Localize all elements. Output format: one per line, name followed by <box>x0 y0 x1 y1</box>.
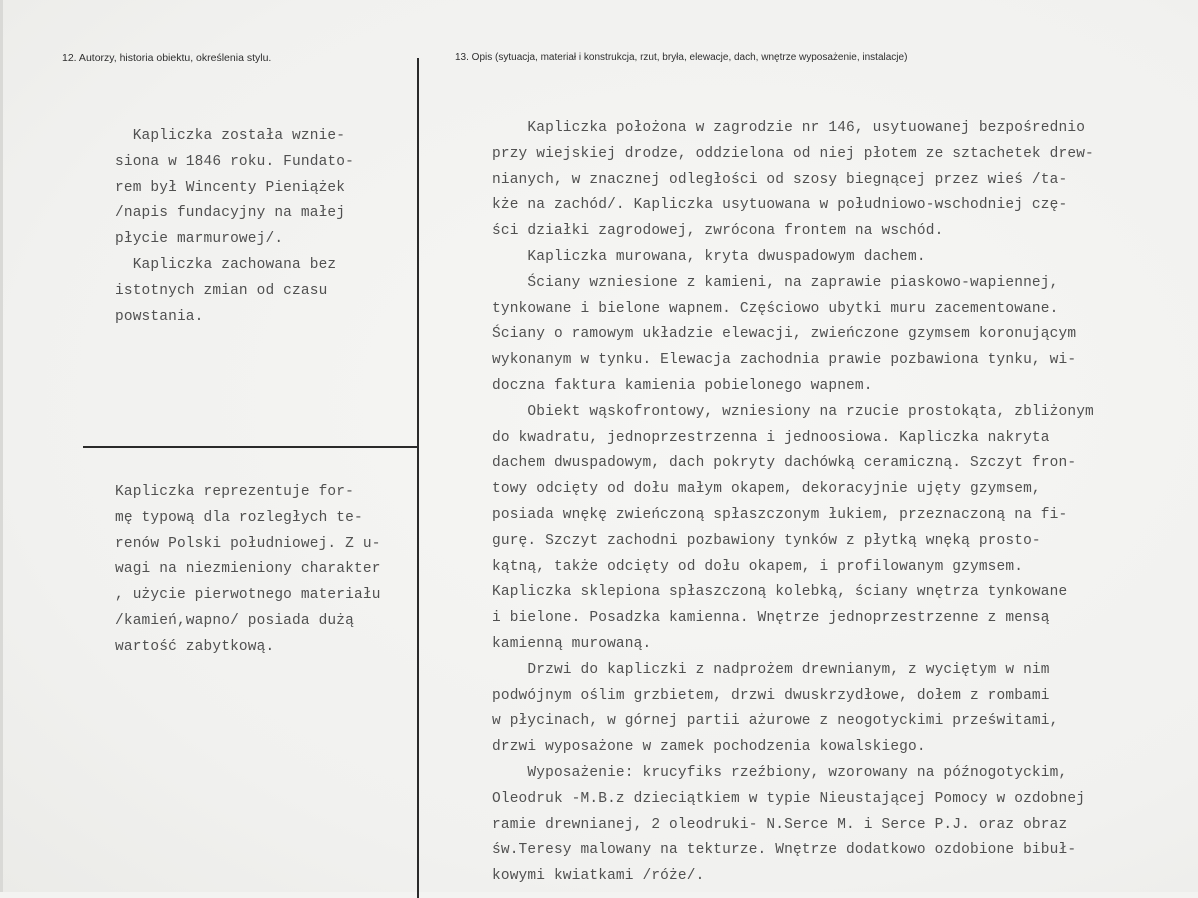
text-line: przy wiejskiej drodze, oddzielona od niej płotem ze sztachetek drew- <box>492 145 1094 162</box>
text-line: Kapliczka położona w zagrodzie nr 146, usytuowanej bezpośrednio <box>492 120 1086 136</box>
text-line: Kapliczka murowana, kryta dwuspadowym dachem. <box>492 248 926 265</box>
text-line: kamienną murowaną. <box>492 635 652 652</box>
text-line: drzwi wyposażone w zamek pochodzenia kowalskiego. <box>492 739 926 756</box>
text-line: Kapliczka reprezentuje for- <box>115 484 354 500</box>
text-line: Obiekt wąskofrontowy, wzniesiony na rzucie prostokąta, zbliżonym <box>492 403 1094 420</box>
section-13-header: 13. Opis (sytuacja, materiał i konstrukcja, rzut, bryła, elewacje, dach, wnętrze wyposażenie, instalacje) <box>455 52 908 63</box>
text-line: /napis fundacyjny na małej <box>115 205 346 222</box>
text-line: kątną, także odcięty od dołu okapem, i profilowanym gzymsem. <box>492 558 1024 575</box>
text-line: wartość zabytkową. <box>115 638 275 655</box>
horizontal-divider <box>83 446 419 448</box>
text-line: i bielone. Posadzka kamienna. Wnętrze jednoprzestrzenne z mensą <box>492 610 1050 627</box>
page-edge <box>0 0 3 892</box>
text-line: Kapliczka zachowana bez <box>115 256 337 273</box>
text-line: dachem dwuspadowym, dach pokryty dachówką ceramiczną. Szczyt fron- <box>492 455 1077 472</box>
text-line: Drzwi do kapliczki z nadprożem drewnianym, z wyciętym w nim <box>492 661 1050 678</box>
vertical-divider <box>417 58 419 898</box>
text-line: istotnych zmian od czasu <box>115 282 328 299</box>
text-line: tynkowane i bielone wapnem. Częściowo ubytki muru zacementowane. <box>492 300 1059 317</box>
text-line: wykonanym w tynku. Elewacja zachodnia prawie pozbawiona tynku, wi- <box>492 352 1077 369</box>
text-line: Kapliczka została wznie- <box>115 128 346 144</box>
text-line: płycie marmurowej/. <box>115 231 284 248</box>
text-line: podwójnym oślim grzbietem, drzwi dwuskrzydłowe, dołem z rombami <box>492 687 1050 704</box>
text-line: , użycie pierwotnego materiału <box>115 587 381 604</box>
text-line: do kwadratu, jednoprzestrzenna i jednoosiowa. Kapliczka nakryta <box>492 429 1050 446</box>
text-line: Ściany wzniesione z kamieni, na zaprawie piaskowo-wapiennej, <box>492 274 1059 291</box>
text-line: renów Polski południowej. Z u- <box>115 535 381 552</box>
text-line: mę typową dla rozległych te- <box>115 509 363 526</box>
text-line: Wyposażenie: krucyfiks rzeźbiony, wzorowany na późnogotyckim, <box>492 764 1068 781</box>
text-line: ści działki zagrodowej, zwrócona frontem na wschód. <box>492 223 944 240</box>
assessment-text <box>115 480 381 661</box>
text-line: gurę. Szczyt zachodni pozbawiony tynków z płytką wnęką prosto- <box>492 532 1041 549</box>
text-line: wagi na niezmieniony charakter <box>115 561 381 578</box>
text-line: nianych, w znacznej odległości od szosy biegnącej przez wieś /ta- <box>492 171 1068 188</box>
history-text <box>115 124 354 330</box>
text-line: /kamień,wapno/ posiada dużą <box>115 612 354 629</box>
text-line: św.Teresy malowany na tekturze. Wnętrze dodatkowo ozdobione bibuł- <box>492 842 1077 859</box>
text-line: kowymi kwiatkami /róże/. <box>492 868 705 885</box>
text-line: Kapliczka sklepiona spłaszczoną kolebką, ściany wnętrza tynkowane <box>492 584 1068 601</box>
text-line: kże na zachód/. Kapliczka usytuowana w południowo-wschodniej czę- <box>492 197 1068 214</box>
text-line: ramie drewnianej, 2 oleodruki- N.Serce M. i Serce P.J. oraz obraz <box>492 816 1068 833</box>
text-line: posiada wnękę zwieńczoną spłaszczonym łukiem, przeznaczoną na fi- <box>492 506 1068 523</box>
text-line: powstania. <box>115 308 204 325</box>
text-line: doczna faktura kamienia pobielonego wapnem. <box>492 377 873 394</box>
text-line: rem był Wincenty Pieniążek <box>115 179 346 196</box>
description-text <box>492 116 1094 890</box>
text-line: w płycinach, w górnej partii ażurowe z neogotyckimi prześwitami, <box>492 713 1059 730</box>
text-line: siona w 1846 roku. Fundato- <box>115 153 354 170</box>
section-12-header: 12. Autorzy, historia obiektu, określenia stylu. <box>62 52 272 64</box>
text-line: Ściany o ramowym układzie elewacji, zwieńczone gzymsem koronującym <box>492 326 1077 343</box>
text-line: Oleodruk -M.B.z dzieciątkiem w typie Nieustającej Pomocy w ozdobnej <box>492 790 1086 807</box>
text-line: towy odcięty od dołu małym okapem, dekoracyjnie ujęty gzymsem, <box>492 481 1041 498</box>
